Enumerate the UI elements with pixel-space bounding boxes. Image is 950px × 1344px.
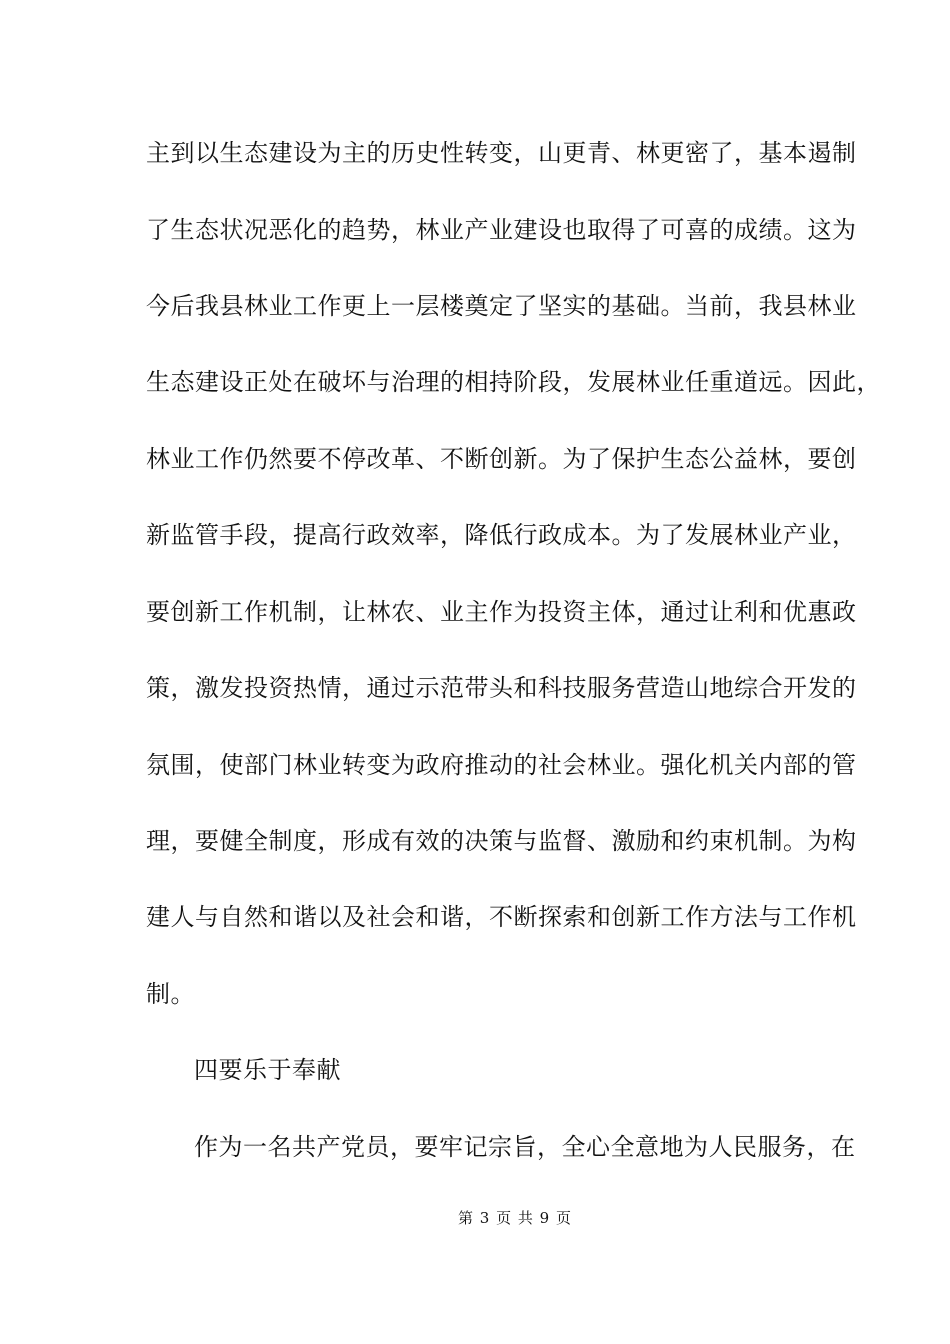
body-text-line-6: 新监管手段，提高行政效率，降低行政成本。为了发展林业产业， — [146, 521, 857, 549]
body-text-line-10: 理，要健全制度，形成有效的决策与监督、激励和约束机制。为构 — [146, 827, 857, 855]
page-number-footer: 第 3 页 共 9 页 — [458, 1209, 572, 1227]
body-text-line-2: 了生态状况恶化的趋势，林业产业建设也取得了可喜的成绩。这为 — [146, 216, 857, 244]
body-text-line-12: 制。 — [146, 980, 195, 1008]
body-text-line-4: 生态建设正处在破坏与治理的相持阶段，发展林业任重道远。因此， — [146, 368, 881, 396]
body-text-line-8: 策，激发投资热情，通过示范带头和科技服务营造山地综合开发的 — [146, 674, 857, 702]
body-text-line-1: 主到以生态建设为主的历史性转变，山更青、林更密了，基本遏制 — [146, 139, 857, 167]
body-text-line-3: 今后我县林业工作更上一层楼奠定了坚实的基础。当前，我县林业 — [146, 292, 857, 320]
body-text-line-11: 建人与自然和谐以及社会和谐，不断探索和创新工作方法与工作机 — [146, 903, 857, 931]
section-heading: 四要乐于奉献 — [194, 1056, 341, 1084]
body-text-line-5: 林业工作仍然要不停改革、不断创新。为了保护生态公益林，要创 — [146, 445, 857, 473]
body-text-line-9: 氛围，使部门林业转变为政府推动的社会林业。强化机关内部的管 — [146, 751, 857, 779]
body-text-line-13: 作为一名共产党员，要牢记宗旨，全心全意地为人民服务，在 — [194, 1133, 856, 1161]
body-text-line-7: 要创新工作机制，让林农、业主作为投资主体，通过让利和优惠政 — [146, 598, 857, 626]
